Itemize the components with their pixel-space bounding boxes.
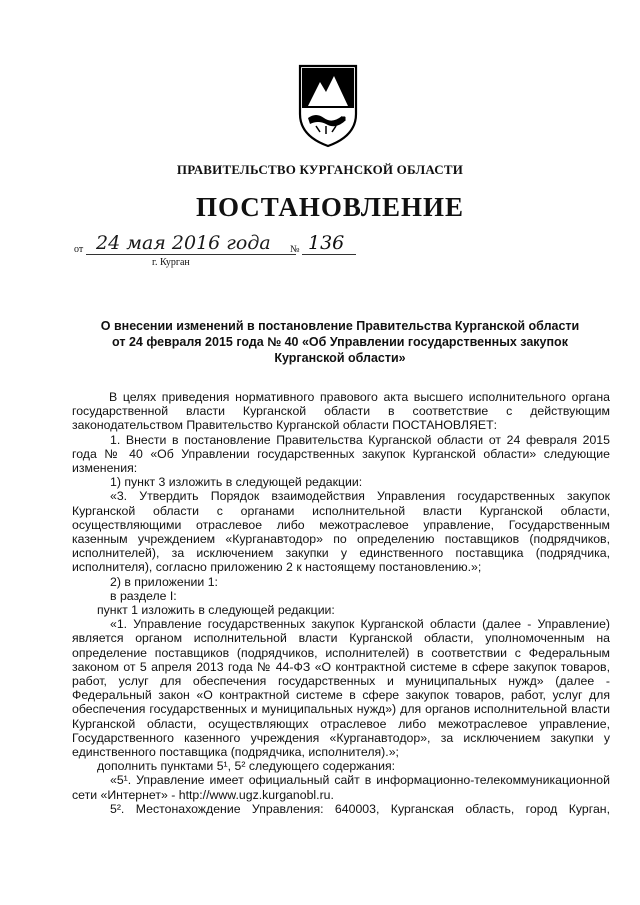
subject-line: от 24 февраля 2015 года № 40 «Об Управлении государственных закупок xyxy=(112,335,568,349)
paragraph-item-1: 1. Внести в постановление Правительства Курганской области от 24 февраля 2015 года № 40 «Об Управлении государственных закупок Курганской области» следующие изменения: xyxy=(72,432,610,476)
city-label: г. Курган xyxy=(152,257,190,268)
subject-line: Курганской области» xyxy=(274,351,406,365)
paragraph-add-points: дополнить пунктами 5¹, 5² следующего содержания: xyxy=(97,759,396,774)
government-name: ПРАВИТЕЛЬСТВО КУРГАНСКОЙ ОБЛАСТИ xyxy=(176,162,464,177)
subject-line: О внесении изменений в постановление Правительства Курганской области xyxy=(100,319,580,333)
paragraph-section-1: в разделе I: xyxy=(110,588,177,603)
document-title: ПОСТАНОВЛЕНИЕ xyxy=(195,192,465,222)
paragraph-quote-3: «3. Утвердить Порядок взаимодействия Управления государственных закупок Курганской области с органами исполнительной власти Курганской области, осуществляющими отраслевое либо межотраслевое управление, Государственным казенным учреждением «Курганавтодор» по определению поставщиков (подрядчиков, исполнителей), за исключением закупки у единственного поставщика (подрядчика, исполнителя), согласно приложению 2 к настоящему постановлению.»; xyxy=(72,489,610,575)
paragraph-point-5-2: 5². Местонахождение Управления: 640003, Курганская область, город Курган, xyxy=(110,801,610,816)
coat-of-arms-icon xyxy=(296,62,360,148)
document-body xyxy=(72,390,610,816)
paragraph-point-1: пункт 1 изложить в следующей редакции: xyxy=(97,603,335,618)
date-prefix: от xyxy=(74,244,84,255)
document-subject xyxy=(80,318,600,366)
number-prefix: № xyxy=(290,244,300,255)
paragraph-point-5-1: «5¹. Управление имеет официальный сайт в информационно-телекоммуникационной сети «Интернет» - http://www.ugz.kurganobl.ru. xyxy=(72,773,610,802)
paragraph-subitem-1: 1) пункт 3 изложить в следующей редакции: xyxy=(110,475,363,490)
paragraph-quote-1: «1. Управление государственных закупок Курганской области (далее - Управление) является органом исполнительной власти Курганской области, уполномоченным на определение поставщиков (подрядчиков, исполнителей) в соответствии с Федеральным законом от 5 апреля 2013 года № 44-ФЗ «О контрактной системе в сфере закупок товаров, работ, услуг для обеспечения государственных и муниципальных нужд» (далее - Федеральный закон «О контрактной системе в сфере закупок товаров, работ, услуг для обеспечения государственных и муниципальных нужд») для органов исполнительной власти Курганской области, осуществляющих отраслевое либо межотраслевое управление, Государственного казенного учреждения «Курганавтодор», за исключением закупки у единственного поставщика (подрядчика, исполнителя).»; xyxy=(72,617,610,760)
paragraph-preamble: В целях приведения нормативного правового акта высшего исполнительного органа государственной власти Курганской области в соответствие с действующим законодательством Правительство Курганской области ПОСТАНОВЛЯЕТ: xyxy=(72,390,610,433)
document-number: 136 xyxy=(302,232,356,255)
date-line xyxy=(74,232,494,272)
paragraph-subitem-2: 2) в приложении 1: xyxy=(110,574,218,589)
date-value: 24 мая 2016 года xyxy=(86,232,296,255)
